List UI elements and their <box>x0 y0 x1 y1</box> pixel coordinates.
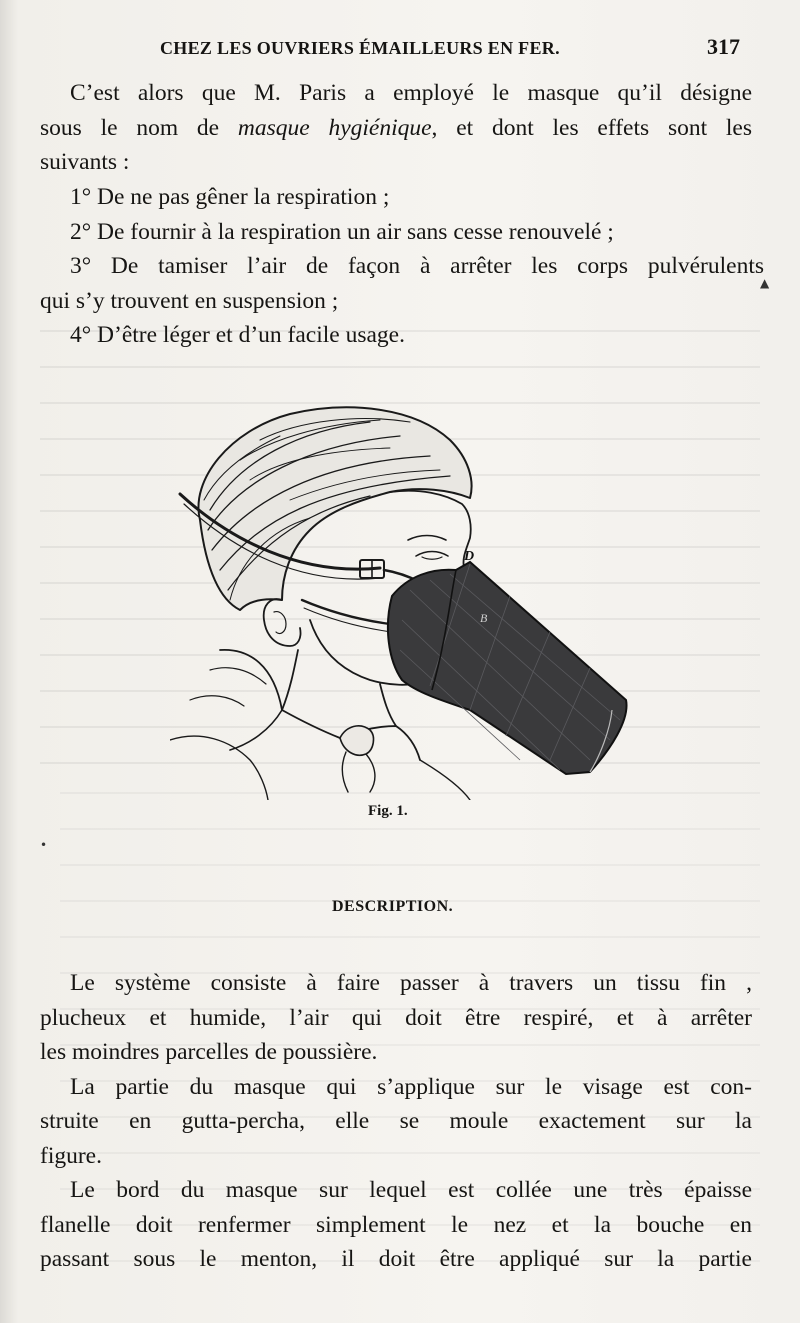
mask-body <box>388 562 627 774</box>
text-line: suivants : <box>40 149 130 175</box>
text-line: Le système consiste à faire passer à travers un tissu fin , <box>70 970 752 996</box>
mask-label-inner: B <box>480 611 488 625</box>
list-item: 2° De fournir à la respiration un air sans cesse renouvelé ; <box>70 218 614 245</box>
mask-label-top: D <box>464 549 475 564</box>
intro-paragraph <box>40 76 752 180</box>
effects-list <box>40 180 764 353</box>
text-line: C’est alors que M. Paris a employé le masque qu’il désigne <box>70 80 752 106</box>
text-line: Le bord du masque sur lequel est collée une très épaisse <box>70 1177 752 1203</box>
mask-illustration <box>170 400 630 800</box>
page-number: 317 <box>707 34 740 59</box>
margin-mark: • <box>40 838 48 852</box>
text-fragment: , et dont les effets sont les <box>431 114 752 141</box>
text-line: figure. <box>40 1142 102 1169</box>
figure-caption: Fig. 1. <box>368 803 408 819</box>
section-heading: DESCRIPTION. <box>332 898 454 915</box>
margin-mark: ▲ <box>760 276 770 290</box>
text-line <box>40 111 752 146</box>
text-fragment: sous le nom de <box>40 114 220 141</box>
list-item: 3° De tamiser l’air de façon à arrêter les corps pulvérulents <box>70 253 764 279</box>
text-line: La partie du masque qui s’applique sur le visage est con- <box>70 1073 752 1100</box>
text-line: passant sous le menton, il doit être appliqué sur la partie <box>40 1246 752 1272</box>
text-line: plucheux et humide, l’air qui doit être respiré, et à arrêter <box>40 1004 752 1031</box>
running-head <box>160 34 740 60</box>
running-title: CHEZ LES OUVRIERS ÉMAILLEURS EN FER. <box>160 38 560 58</box>
italic-term: masque hygiénique <box>237 114 432 141</box>
list-item: 4° D’être léger et d’un facile usage. <box>70 322 405 348</box>
list-item-continuation: qui s’y trouvent en suspension ; <box>40 287 339 314</box>
list-item: 1° De ne pas gêner la respiration ; <box>70 184 390 210</box>
description-text <box>40 966 752 1277</box>
text-line: struite en gutta-percha, elle se moule exactement sur la <box>40 1108 752 1134</box>
text-line: flanelle doit renfermer simplement le nez et la bouche en <box>40 1211 752 1238</box>
text-line: les moindres parcelles de poussière. <box>40 1039 378 1065</box>
